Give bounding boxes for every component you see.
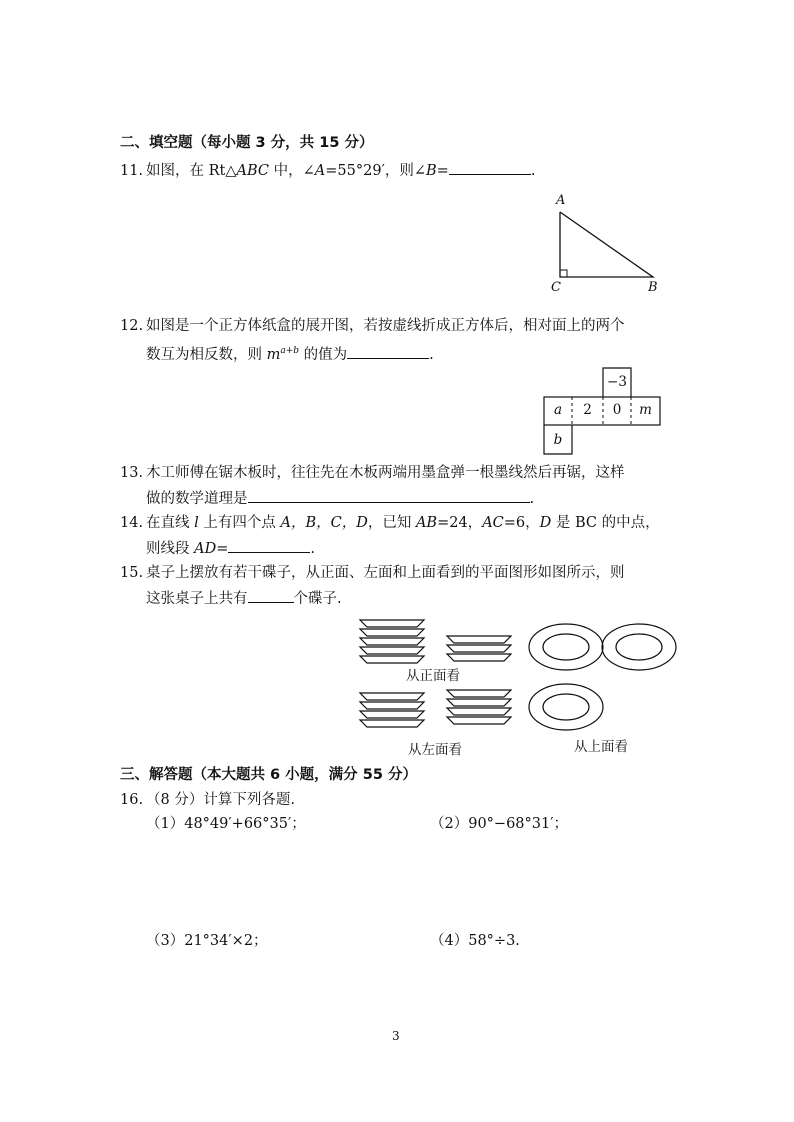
question-text: . <box>429 346 434 363</box>
answer-blank[interactable] <box>347 344 429 359</box>
net-cell-top: −3 <box>607 374 627 390</box>
vertex-label-c: C <box>551 280 561 295</box>
answer-blank[interactable] <box>449 160 531 175</box>
question-number: 15. <box>120 565 144 581</box>
question-text: 数互为相反数，则 <box>146 346 267 363</box>
q16-part-1: （1）48°49′+66°35′； <box>146 816 306 832</box>
net-cell-a: a <box>553 402 563 418</box>
page-number: 3 <box>392 1029 400 1043</box>
vertex-label-b: B <box>648 280 658 295</box>
question-text: 木工师傅在锯木板时，往往先在木板两端用墨盒弹一根墨线然后再锯，这样 <box>146 465 625 481</box>
net-cell-b: b <box>553 432 563 448</box>
question-text: ，已知 <box>367 515 416 531</box>
question-text: =6， <box>503 515 540 531</box>
math-var: AD <box>194 541 217 557</box>
math-var: m <box>266 346 281 363</box>
math-var: A <box>314 163 326 179</box>
question-text: = <box>436 163 449 179</box>
answer-blank[interactable] <box>228 538 310 553</box>
question-number: 12. <box>120 318 144 334</box>
left-view-stack-left <box>360 693 424 727</box>
question-16 <box>120 790 295 810</box>
question-15-line-2 <box>146 588 342 609</box>
question-15-line-1 <box>120 563 625 583</box>
question-text: 桌子上摆放有若干碟子，从正面、左面和上面看到的平面图形如图所示，则 <box>146 565 625 581</box>
question-13-line-2 <box>146 488 534 509</box>
math-var: l <box>194 515 199 531</box>
math-exponent: a+b <box>280 346 300 356</box>
question-text: =24， <box>437 515 483 531</box>
question-text: 在直线 <box>146 515 195 531</box>
math-var: AB <box>415 515 438 531</box>
section-3-title: 三、解答题（本大题共 6 小题，满分 55 分） <box>120 767 417 783</box>
caption-left-view: 从左面看 <box>408 742 462 758</box>
question-text: . <box>310 541 315 557</box>
question-number: 16. <box>120 792 144 808</box>
question-text: 如图，在 Rt△ <box>146 163 237 179</box>
front-view-stack-right <box>447 636 511 661</box>
question-14-line-2 <box>146 538 315 559</box>
question-text: 这张桌子上共有 <box>146 591 248 607</box>
question-text: . <box>529 491 535 507</box>
question-14-line-1 <box>120 513 660 533</box>
q16-part-4: （4）58°÷3. <box>430 933 520 949</box>
question-number: 11. <box>120 163 144 179</box>
question-text: 中，∠ <box>269 163 315 179</box>
question-text: =55°29′，则∠ <box>325 163 427 179</box>
front-view-stack-left <box>360 620 424 663</box>
net-cell-0: 0 <box>612 402 622 418</box>
question-12-line-2 <box>146 341 434 365</box>
question-text: （8 分）计算下列各题. <box>146 792 295 808</box>
net-cell-2: 2 <box>583 402 592 418</box>
question-text: 做的数学道理是 <box>146 491 248 507</box>
math-var: B <box>426 163 437 179</box>
caption-top-view: 从上面看 <box>574 739 628 755</box>
math-var: AC <box>482 515 504 531</box>
question-11 <box>120 160 535 181</box>
caption-front-view: 从正面看 <box>406 668 460 684</box>
math-var: A，B，C，D <box>280 515 368 531</box>
question-number: 14. <box>120 515 144 531</box>
answer-blank[interactable] <box>248 488 530 503</box>
question-text: 如图是一个正方体纸盒的展开图，若按虚线折成正方体后，相对面上的两个 <box>146 318 625 334</box>
math-var: ABC <box>236 163 270 179</box>
q16-part-2: （2）90°−68°31′； <box>430 816 569 832</box>
question-text: 上有四个点 <box>198 515 281 531</box>
answer-blank[interactable] <box>248 588 294 603</box>
math-var: D <box>539 515 552 531</box>
question-12-line-1 <box>120 316 625 336</box>
left-view-stack-right <box>447 690 511 724</box>
question-text: 个碟子. <box>293 591 342 607</box>
q16-part-3: （3）21°34′×2； <box>146 933 268 949</box>
net-cell-m: m <box>639 402 652 418</box>
vertex-label-a: A <box>556 193 566 208</box>
question-13-line-1 <box>120 463 625 483</box>
question-text: 是 BC 的中点， <box>551 515 660 531</box>
question-text: 则线段 <box>146 541 195 557</box>
question-text: 的值为 <box>299 346 348 363</box>
section-2-title: 二、填空题（每小题 3 分，共 15 分） <box>120 135 374 151</box>
question-text: = <box>216 541 229 557</box>
question-number: 13. <box>120 465 144 481</box>
question-text: . <box>530 163 536 179</box>
